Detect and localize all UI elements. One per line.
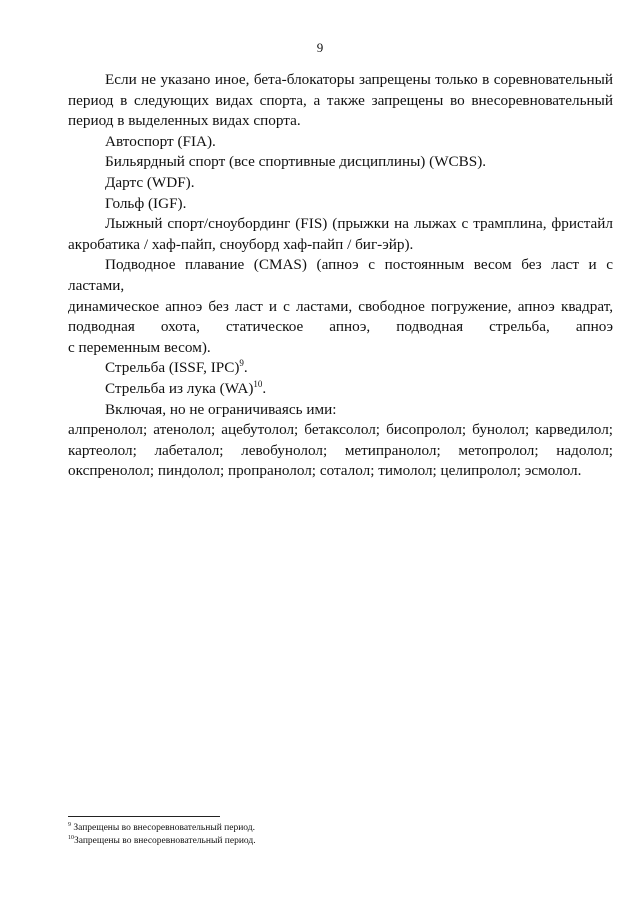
shooting-period: .	[243, 359, 248, 377]
footnote-mark: 9	[68, 822, 71, 828]
footnote-ref-9: 9	[239, 358, 244, 369]
footnote-10	[68, 835, 608, 848]
sport-diving-line-2: динамическое апноэ без ласт и с ластами, свободное погружение, апноэ квадрат,	[68, 297, 613, 315]
footnote-text: Запрещены во внесоревновательный период.	[74, 835, 256, 846]
shooting-text: Стрельба (ISSF, IPC)	[105, 359, 240, 377]
including-line: Включая, но не ограничиваясь ими:	[105, 400, 337, 418]
sport-billiards: Бильярдный спорт (все спортивные дисциплины) (WCBS).	[105, 153, 487, 171]
archery-text: Стрельба из лука (WA)	[105, 379, 254, 397]
archery-period: .	[262, 379, 267, 397]
footnote-text: Запрещены во внесоревновательный период.	[71, 823, 255, 833]
sport-archery	[68, 379, 613, 400]
sport-golf: Гольф (IGF).	[105, 194, 187, 212]
sport-skiing: Лыжный спорт/сноубординг (FIS) (прыжки на лыжах с трамплина, фристайл акробатика / хаф-пайп, сноуборд хаф-пайп / биг-эйр).	[68, 215, 613, 253]
footnote-divider	[68, 816, 220, 817]
intro-paragraph: Если не указано иное, бета-блокаторы запрещены только в соревновательный период в следующих видах спорта, а также запрещены во внесоревновательный период в выделенных видах спорта.	[68, 71, 613, 130]
page-number: 9	[316, 40, 324, 55]
sport-diving-line-3: подводная охота, статическое апноэ, подводная стрельба, апноэ	[68, 318, 613, 336]
footnote-9	[68, 822, 608, 835]
footnotes	[68, 822, 608, 847]
footnote-ref-10: 10	[253, 378, 263, 389]
document-body	[68, 70, 613, 482]
sport-diving-line-1: Подводное плавание (CMAS) (апноэ с постоянным весом без ласт и с ластами,	[68, 256, 613, 294]
sport-diving-line-4: с переменным весом).	[68, 338, 211, 356]
sport-shooting	[68, 358, 613, 379]
sport-autosport: Автоспорт (FIA).	[105, 132, 216, 150]
footnote-mark: 10	[68, 834, 74, 841]
sport-darts: Дартс (WDF).	[105, 173, 195, 191]
substances-list: алпренолол; атенолол; ацебутолол; бетаксолол; бисопролол; бунолол; карведилол; картеолол; лабеталол; левобунолол; метипранолол; метопролол; надолол; окспренолол; пиндолол; пропранолол; соталол; тимолол; целипролол; эсмолол.	[68, 421, 613, 480]
